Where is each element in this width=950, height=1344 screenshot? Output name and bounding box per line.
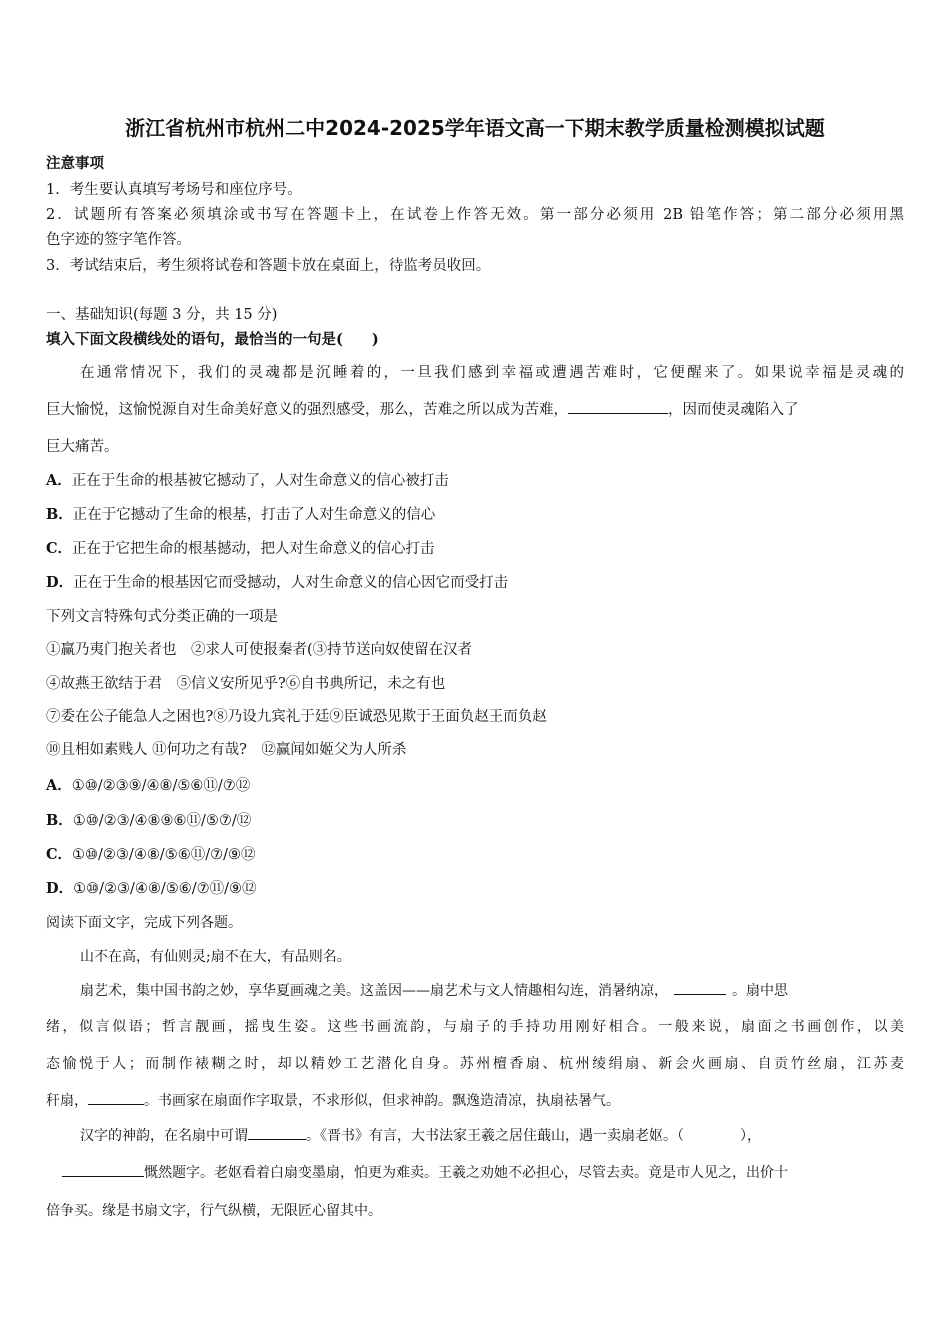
q2-option-b	[46, 809, 251, 830]
q2-option-d-text: ①⑩/②③/④⑧/⑤⑥/⑦⑪/⑨⑫	[73, 881, 257, 897]
q3-para-2-line3: 态愉悦于人；而制作裱糊之时，却以精妙工艺潜化自身。苏州檀香扇、杭州绫绢扇、新会火画扇、自贡竹丝扇，江苏麦	[46, 1056, 904, 1072]
q1-passage-line1: 在通常情况下，我们的灵魂都是沉睡着的，一旦我们感到幸福或遭遇苦难时，它便醒来了。如果说幸福是灵魂的	[80, 365, 904, 381]
q3-para-2-line4a: 秆扇，	[46, 1093, 88, 1109]
q2-option-a-label: A．	[46, 777, 72, 794]
q3-para-3-line2b: 慨然题字。老妪看着白扇变墨扇，怕更为难卖。王羲之劝她不必担心，尽管去卖。竟是市人见之，出价十	[144, 1165, 788, 1181]
q3-blank-3	[248, 1125, 306, 1140]
q1-passage-line3: 巨大痛苦。	[46, 439, 119, 455]
q3-blank-2	[88, 1090, 144, 1105]
notice-item-2-cont: 色字迹的签字笔作答。	[46, 232, 191, 248]
notice-item-2: 2．试题所有答案必须填涂或书写在答题卡上，在试卷上作答无效。第一部分必须用 2B 铅笔作答；第二部分必须用黑	[46, 207, 904, 223]
notice-heading: 注意事项	[46, 155, 104, 172]
q2-line-4: ⑩且相如素贱人 ⑪何功之有哉? ⑫赢闻如姬父为人所杀	[46, 742, 407, 758]
q2-option-d-label: D．	[46, 880, 74, 897]
q2-line-2: ④故燕王欲结于君 ⑤信义安所见乎?⑥自书典所记，未之有也	[46, 676, 446, 692]
q2-option-a	[46, 774, 250, 795]
q1-option-a-label: A．	[46, 472, 72, 489]
q2-option-b-label: B．	[46, 812, 73, 829]
q1-passage-line2b: ，因而使灵魂陷入了	[668, 402, 799, 418]
q2-line-3: ⑦委在公子能急人之困也?⑧乃设九宾礼于廷⑨臣诚恐见欺于王面负赵王而负赵	[46, 709, 547, 725]
q1-option-b	[46, 503, 435, 524]
q3-para-2-line1b: 。扇中思	[732, 983, 788, 999]
q3-para-3-line1b: 。《晋书》有言，大书法家王羲之居住蕺山，遇一卖扇老妪。（ ），	[306, 1128, 761, 1144]
q2-option-c-label: C．	[46, 846, 73, 863]
q1-option-a-text: 正在于生命的根基被它撼动了，人对生命意义的信心被打击	[71, 473, 449, 489]
q1-option-c-text: 正在于它把生命的根基撼动，把人对生命意义的信心打击	[72, 541, 435, 557]
page-title: 浙江省杭州市杭州二中2024-2025学年语文高一下期末教学质量检测模拟试题	[125, 116, 825, 140]
q1-option-d-text: 正在于生命的根基因它而受撼动，人对生命意义的信心因它而受打击	[73, 575, 509, 591]
q1-option-d-label: D．	[46, 574, 74, 591]
q3-para-2-line4b: 。书画家在扇面作字取景，不求形似，但求神韵。飘逸造清凉，执扇祛暑气。	[144, 1093, 620, 1109]
notice-item-3: 3．考试结束后，考生须将试卷和答题卡放在桌面上，待监考员收回。	[46, 258, 491, 274]
q1-option-b-label: B．	[46, 506, 73, 523]
q3-para-2-line4	[46, 1090, 620, 1110]
q3-para-3-line3: 倍争买。缘是书扇文字，行气纵横，无限匠心留其中。	[46, 1203, 382, 1219]
q2-option-c	[46, 843, 255, 864]
q3-para-3-line1	[80, 1125, 761, 1145]
q2-option-d	[46, 877, 257, 898]
q3-para-2-line1	[80, 980, 904, 1000]
q3-blank-4	[62, 1162, 144, 1177]
q1-stem: 填入下面文段横线处的语句，最恰当的一句是( )	[46, 331, 379, 348]
q2-option-a-text: ①⑩/②③⑨/④⑧/⑤⑥⑪/⑦⑫	[71, 778, 251, 794]
q3-para-3-line1a: 汉字的神韵，在名扇中可谓	[80, 1128, 248, 1144]
q3-blank-1	[674, 980, 726, 995]
q2-option-b-text: ①⑩/②③/④⑧⑨⑥⑪/⑤⑦/⑫	[72, 813, 252, 829]
q3-para-2-line2: 绪，似言似语；哲言靓画，摇曳生姿。这些书画流韵，与扇子的手持功用刚好相合。一般来说，扇面之书画创作，以美	[46, 1019, 904, 1035]
q2-line-1: ①赢乃夷门抱关者也 ②求人可使报秦者(③持节送向奴使留在汉者	[46, 642, 473, 658]
q3-para-3-line2	[62, 1162, 788, 1182]
q2-option-c-text: ①⑩/②③/④⑧/⑤⑥⑪/⑦/⑨⑫	[72, 847, 256, 863]
q3-para-1: 山不在高，有仙则灵;扇不在大，有品则名。	[80, 949, 351, 965]
q1-passage-line2	[46, 398, 904, 419]
notice-item-1: 1．考生要认真填写考场号和座位序号。	[46, 182, 302, 198]
q1-option-c	[46, 537, 435, 558]
q1-option-c-label: C．	[46, 540, 73, 557]
q1-option-b-text: 正在于它撼动了生命的根基，打击了人对生命意义的信心	[72, 507, 436, 523]
q1-option-a	[46, 469, 449, 490]
q1-option-d	[46, 571, 508, 592]
q1-passage-line2a: 巨大愉悦，这愉悦源自对生命美好意义的强烈感受，那么，苦难之所以成为苦难，	[46, 402, 568, 418]
section1-heading: 一、基础知识(每题 3 分，共 15 分)	[46, 307, 278, 323]
q3-para-2-line1a: 扇艺术，集中国书韵之妙，享华夏画魂之美。这盖因——扇艺术与文人情趣相勾连，消暑纳凉，	[80, 983, 668, 999]
q3-stem: 阅读下面文字，完成下列各题。	[46, 915, 242, 931]
q1-answer-blank	[568, 399, 668, 414]
q2-stem: 下列文言特殊句式分类正确的一项是	[46, 609, 278, 625]
